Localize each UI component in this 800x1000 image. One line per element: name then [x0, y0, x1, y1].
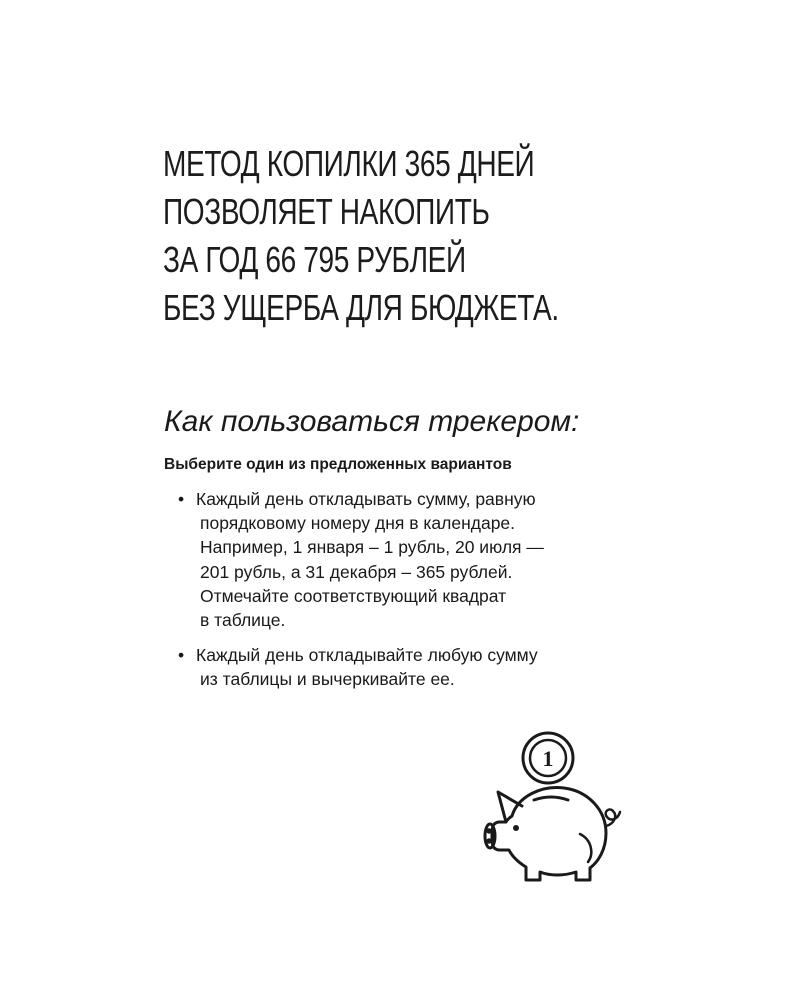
piggy-bank-icon	[476, 730, 626, 890]
piggy-nostril	[488, 840, 490, 842]
bullet: •	[178, 645, 185, 666]
headline-line: ПОЗВОЛЯЕТ НАКОПИТЬ	[163, 191, 490, 232]
list-item	[178, 643, 618, 691]
option-line: порядковому номеру дня в календаре.	[200, 513, 516, 534]
piggy-tail	[606, 810, 620, 826]
option-line: Каждый день откладывайте любую сумму	[196, 645, 538, 666]
options-list	[178, 487, 618, 692]
option-line: Отмечайте соответствующий квадрат	[200, 585, 507, 606]
piggy-body	[492, 788, 606, 880]
piggy-leg-crease	[580, 834, 591, 862]
subtitle: Как пользоваться трекером:	[164, 405, 580, 438]
piggy-eye	[513, 825, 519, 831]
instruction: Выберите один из предложенных вариантов	[164, 456, 512, 473]
list-item	[178, 487, 618, 632]
coin-label: 1	[542, 746, 554, 771]
piggy-snout	[485, 824, 495, 848]
headline-line: МЕТОД КОПИЛКИ 365 ДНЕЙ	[163, 143, 535, 184]
headline-line: ЗА ГОД 66 795 РУБЛЕЙ	[163, 239, 466, 280]
option-line: Например, 1 января – 1 рубль, 20 июля —	[200, 537, 544, 558]
option-line: 201 рубль, а 31 декабря – 365 рублей.	[200, 561, 513, 582]
option-line: в таблице.	[200, 610, 286, 631]
piggy-nostril	[488, 830, 490, 832]
option-line: Каждый день откладывать сумму, равную	[196, 489, 536, 509]
option-line: из таблицы и вычеркивайте ее.	[200, 669, 455, 690]
headline	[163, 140, 559, 332]
coin-slot	[534, 797, 568, 800]
bullet: •	[178, 489, 185, 509]
headline-line: БЕЗ УЩЕРБА ДЛЯ БЮДЖЕТА.	[163, 287, 559, 328]
